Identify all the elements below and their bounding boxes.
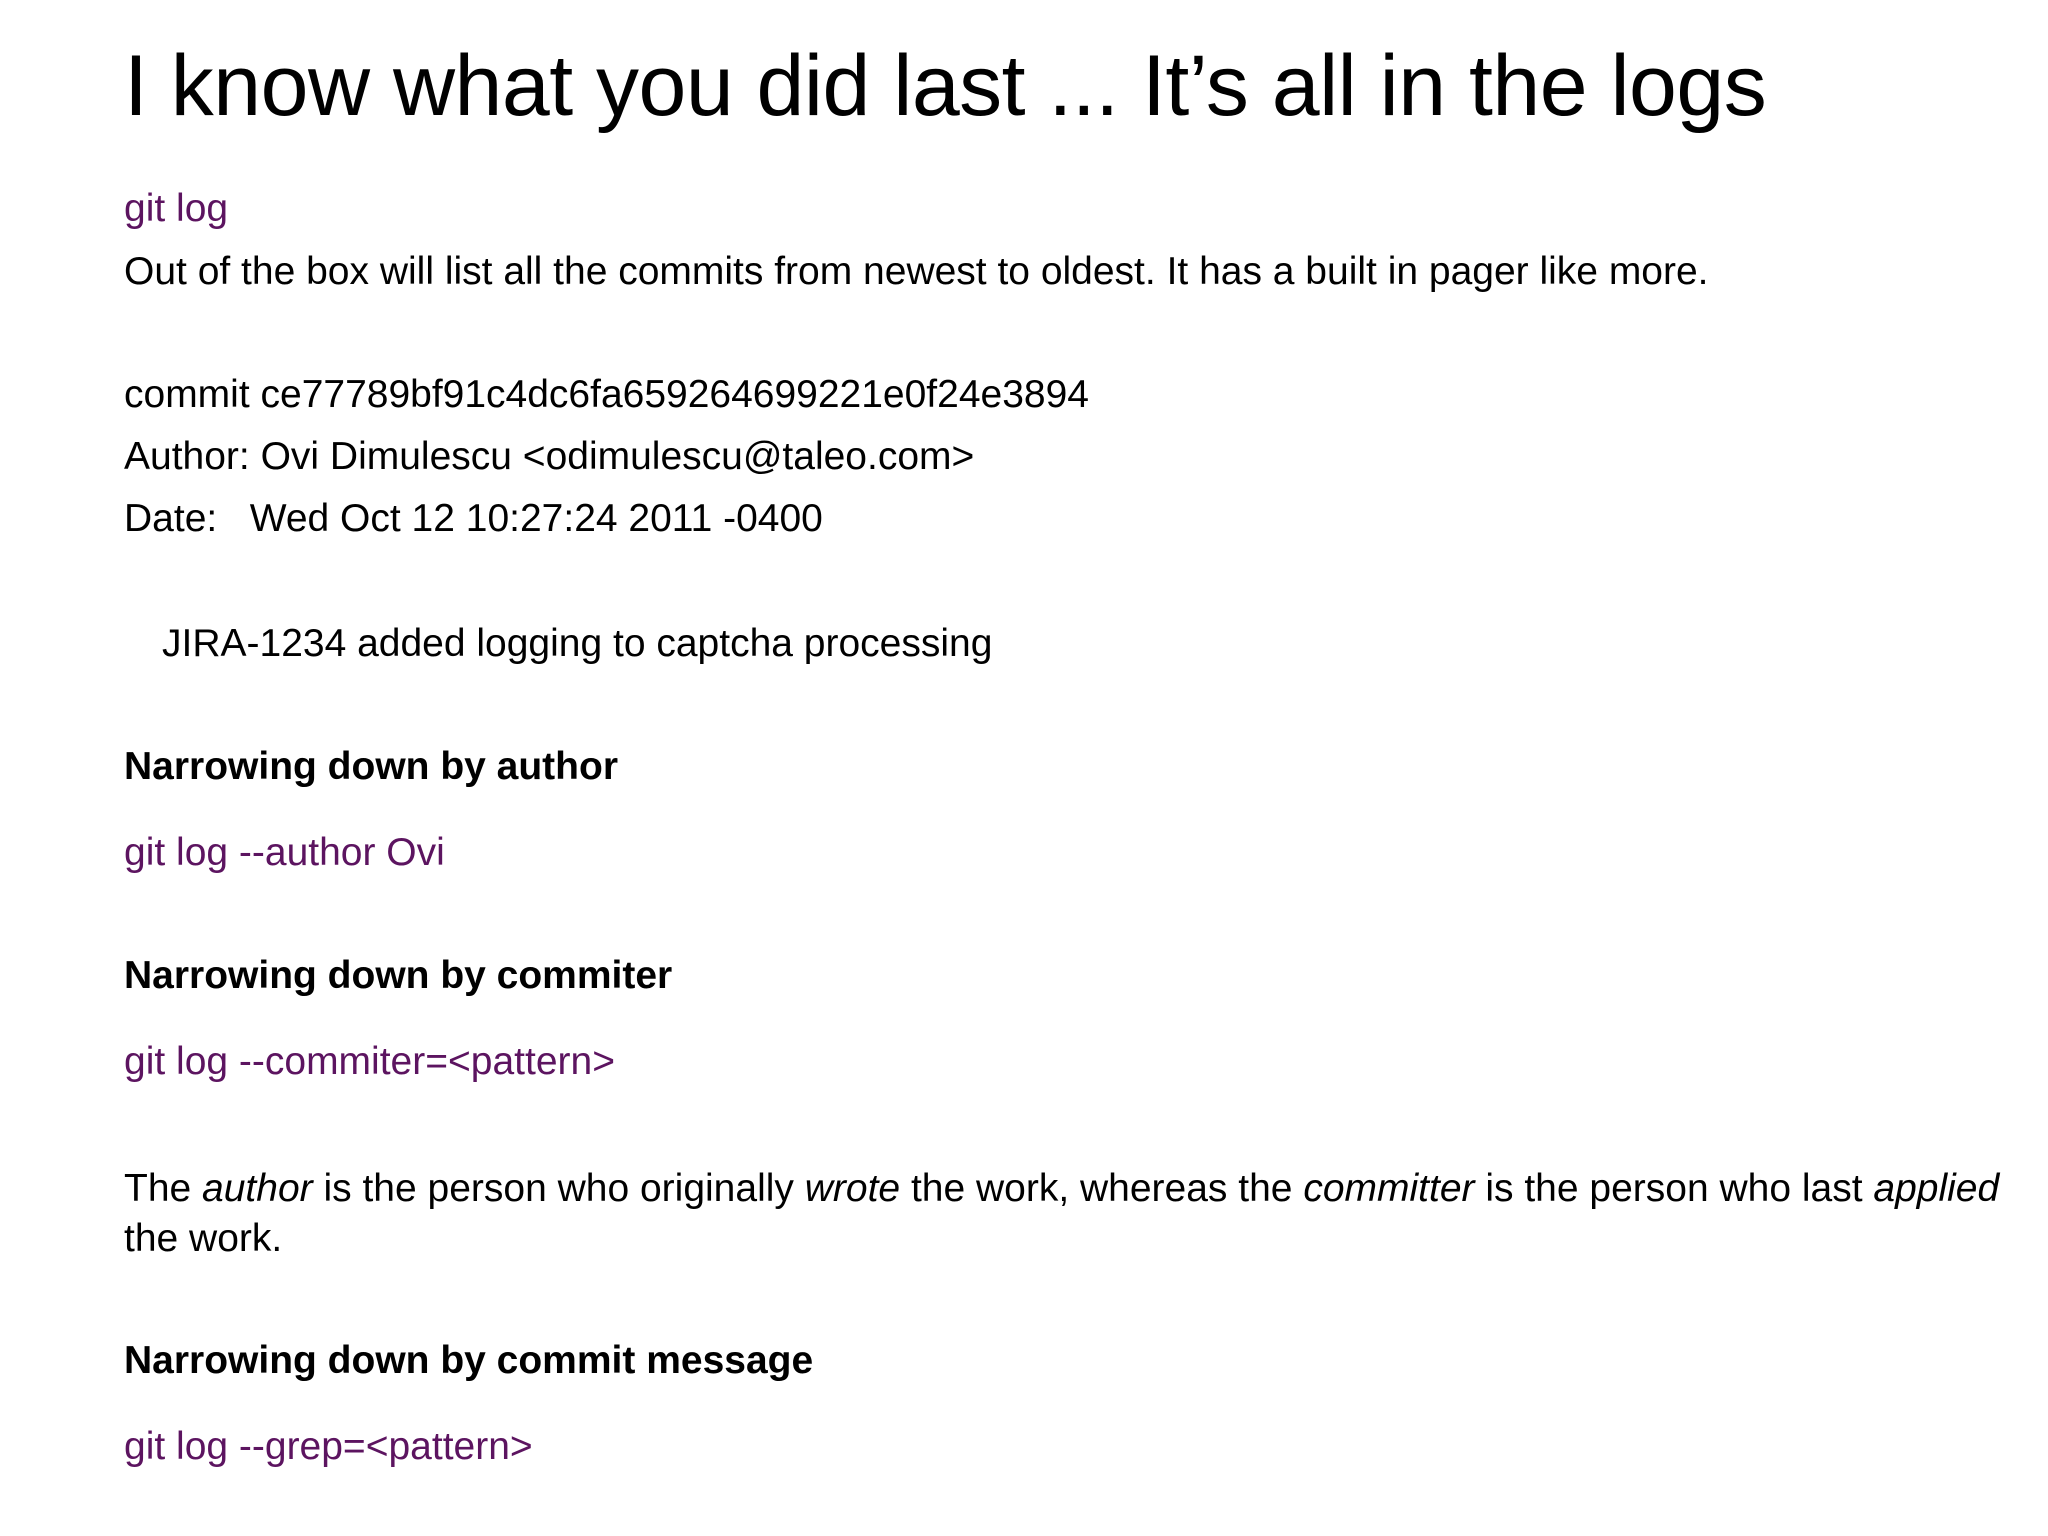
- explanation-text-5: the work.: [124, 1217, 283, 1260]
- explanation-text-1: The: [124, 1167, 203, 1210]
- explanation-text-2: is the person who originally: [312, 1167, 805, 1210]
- author-command: git log --author Ovi: [124, 831, 445, 874]
- message-heading: Narrowing down by commit message: [124, 1339, 814, 1382]
- sample-commit-author: Author: Ovi Dimulescu <odimulescu@taleo.com>: [124, 435, 975, 478]
- committer-heading: Narrowing down by commiter: [124, 954, 673, 997]
- explanation-emphasis-applied: applied: [1873, 1167, 2000, 1210]
- explanation-emphasis-committer: committer: [1303, 1167, 1475, 1210]
- slide-title: I know what you did last ... It’s all in the logs: [124, 38, 1767, 134]
- explanation-text-4: is the person who last: [1474, 1167, 1874, 1210]
- explanation-text-3: the work, whereas the: [900, 1167, 1304, 1210]
- author-vs-committer-explanation: [124, 1164, 2004, 1264]
- explanation-emphasis-author: author: [202, 1167, 313, 1210]
- committer-command: git log --commiter=<pattern>: [124, 1040, 615, 1083]
- explanation-emphasis-wrote: wrote: [804, 1167, 901, 1210]
- message-command: git log --grep=<pattern>: [124, 1425, 533, 1468]
- git-log-description: Out of the box will list all the commits from newest to oldest. It has a built in pager like more.: [124, 250, 1709, 293]
- sample-commit-date: Date: Wed Oct 12 10:27:24 2011 -0400: [124, 497, 823, 540]
- author-heading: Narrowing down by author: [124, 745, 618, 788]
- sample-commit-hash: commit ce77789bf91c4dc6fa659264699221e0f24e3894: [124, 373, 1089, 416]
- git-log-command: git log: [124, 187, 229, 230]
- sample-commit-message: JIRA-1234 added logging to captcha processing: [162, 622, 993, 665]
